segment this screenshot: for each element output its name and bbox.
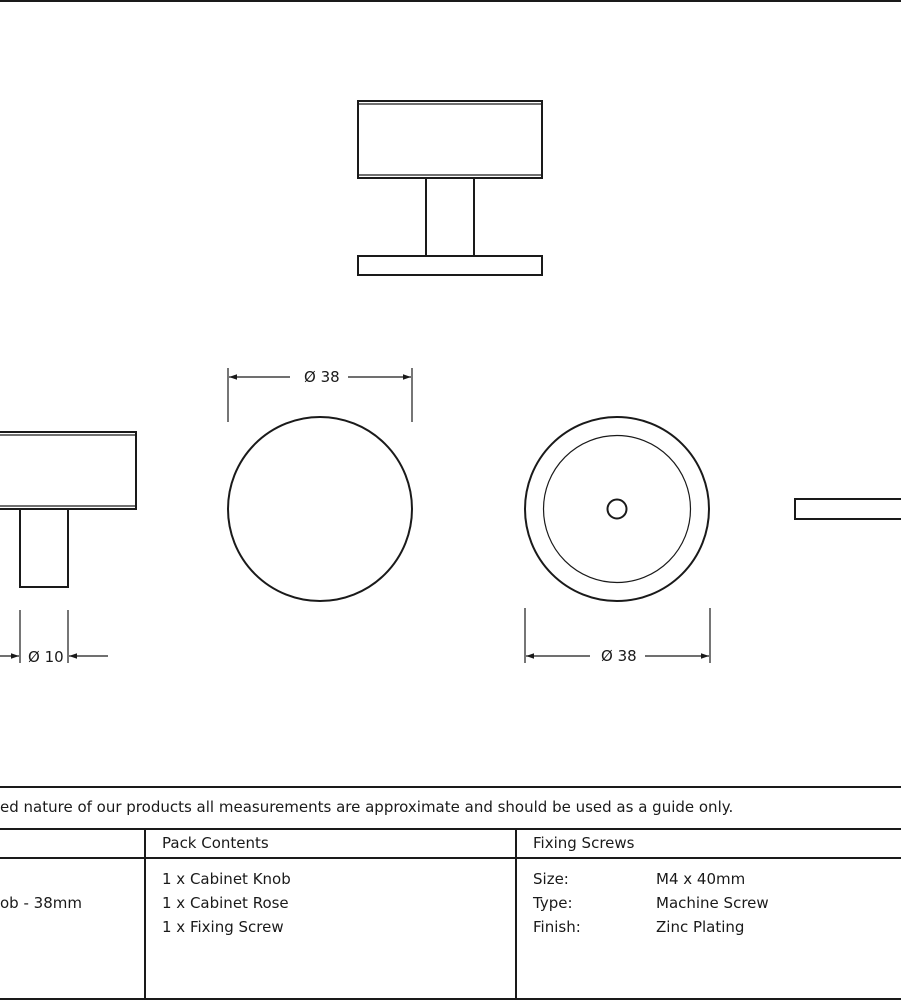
pack-item-rose: 1 x Cabinet Rose: [162, 894, 289, 912]
measurement-notice: ed nature of our products all measurements are approximate and should be used as a guide only.: [0, 798, 734, 816]
dimension-label-stem: Ø 10: [28, 648, 64, 666]
rose-outer-circle: [525, 417, 709, 601]
screw-type-label: Type:: [533, 894, 573, 912]
screw-hole: [608, 500, 627, 519]
knob-side-view: [0, 432, 136, 587]
rose-inner-circle: [544, 436, 691, 583]
table-header-rule-bottom: [0, 857, 901, 859]
screw-size-value: M4 x 40mm: [656, 870, 746, 888]
pack-item-knob: 1 x Cabinet Knob: [162, 870, 291, 888]
rose-edge-view: [795, 499, 901, 519]
rose-back-view: [525, 417, 709, 601]
fixing-screws-header: Fixing Screws: [533, 834, 635, 852]
table-col-divider-2: [515, 829, 517, 999]
screw-type-value: Machine Screw: [656, 894, 769, 912]
knob-top-view: [358, 101, 542, 275]
rose-top: [358, 256, 542, 275]
stem-side: [20, 509, 68, 587]
knob-front-circle: [228, 417, 412, 601]
table-border-bottom: [0, 998, 901, 1000]
dimension-label-rose: Ø 38: [601, 647, 637, 665]
screw-finish-label: Finish:: [533, 918, 581, 936]
table-border-top: [0, 786, 901, 788]
product-name: ob - 38mm: [0, 894, 82, 912]
table-header-rule-top: [0, 828, 901, 830]
screw-finish-value: Zinc Plating: [656, 918, 745, 936]
dimension-label-front: Ø 38: [304, 368, 340, 386]
knob-head-side: [0, 432, 136, 509]
pack-item-screw: 1 x Fixing Screw: [162, 918, 284, 936]
table-col-divider-1: [144, 829, 146, 999]
knob-head-top: [358, 101, 542, 178]
pack-contents-header: Pack Contents: [162, 834, 269, 852]
screw-size-label: Size:: [533, 870, 569, 888]
